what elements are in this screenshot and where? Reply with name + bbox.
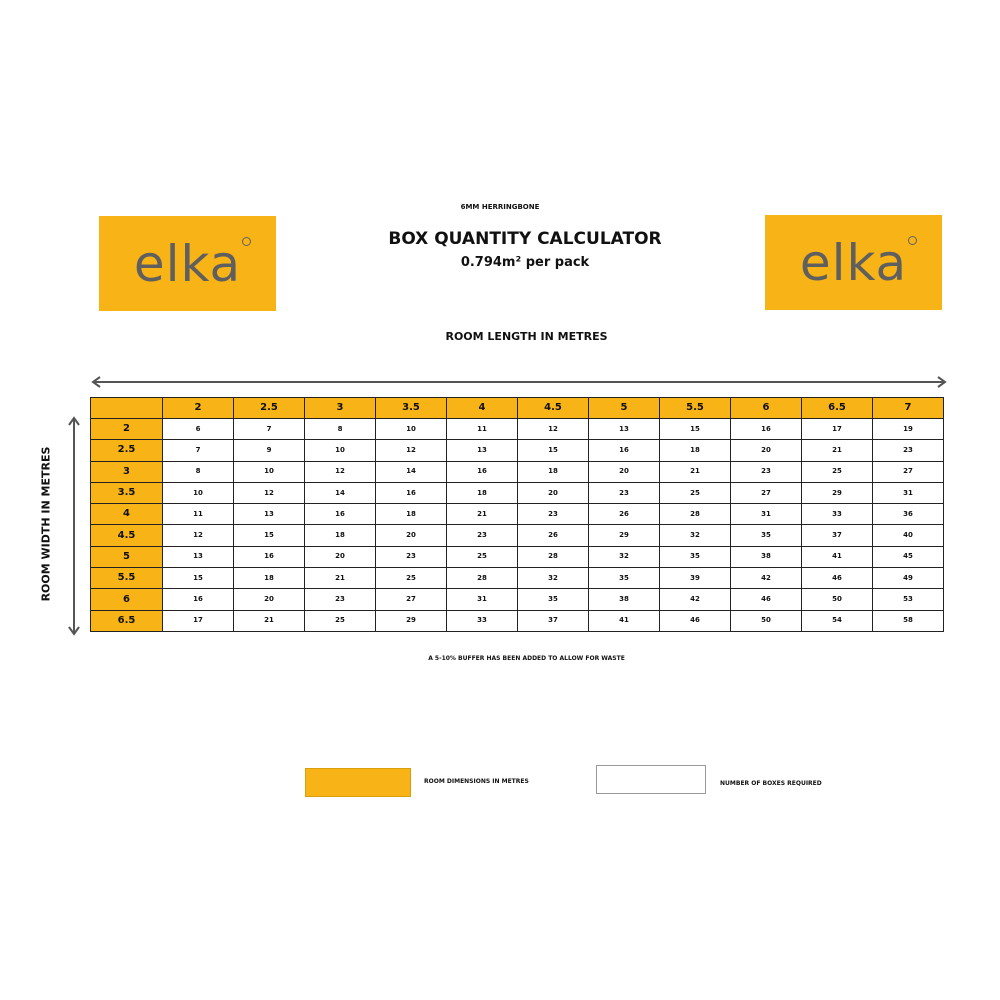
width-header-cell: 6.5 [91,610,163,631]
box-count-cell: 18 [234,568,305,589]
box-count-cell: 28 [518,546,589,567]
box-count-cell: 15 [660,419,731,440]
box-count-cell: 32 [518,568,589,589]
box-count-cell: 45 [873,546,944,567]
box-count-cell: 58 [873,610,944,631]
box-count-cell: 16 [305,504,376,525]
box-count-cell: 8 [163,461,234,482]
table-row [91,568,944,589]
box-count-cell: 13 [589,419,660,440]
length-arrow [90,375,948,389]
box-count-cell: 17 [802,419,873,440]
box-count-cell: 26 [589,504,660,525]
box-count-cell: 18 [660,440,731,461]
room-length-label: ROOM LENGTH IN METRES [445,330,608,343]
box-count-cell: 25 [305,610,376,631]
box-count-cell: 20 [305,546,376,567]
box-count-cell: 50 [802,589,873,610]
box-count-cell: 53 [873,589,944,610]
table-row [91,610,944,631]
box-count-cell: 13 [163,546,234,567]
box-count-cell: 20 [234,589,305,610]
box-quantity-table [90,397,944,632]
box-count-cell: 46 [660,610,731,631]
box-count-cell: 12 [163,525,234,546]
box-count-cell: 31 [447,589,518,610]
box-count-cell: 23 [376,546,447,567]
box-count-cell: 16 [589,440,660,461]
box-count-cell: 18 [518,461,589,482]
box-count-cell: 15 [234,525,305,546]
box-count-cell: 29 [802,482,873,503]
box-count-cell: 18 [376,504,447,525]
box-count-cell: 28 [660,504,731,525]
width-header-cell: 4.5 [91,525,163,546]
box-count-cell: 40 [873,525,944,546]
box-count-cell: 14 [376,461,447,482]
box-count-cell: 28 [447,568,518,589]
box-count-cell: 10 [234,461,305,482]
box-count-cell: 21 [305,568,376,589]
box-count-cell: 7 [234,419,305,440]
table-row [91,525,944,546]
length-header-cell: 6.5 [802,398,873,419]
box-count-cell: 35 [518,589,589,610]
box-count-cell: 39 [660,568,731,589]
product-subtitle: 6MM HERRINGBONE [460,203,540,211]
length-header-cell: 2.5 [234,398,305,419]
box-count-cell: 31 [731,504,802,525]
table-row [91,419,944,440]
box-count-cell: 33 [447,610,518,631]
box-count-cell: 37 [802,525,873,546]
box-count-cell: 38 [731,546,802,567]
box-count-cell: 20 [589,461,660,482]
box-count-cell: 32 [660,525,731,546]
box-count-cell: 6 [163,419,234,440]
box-count-cell: 9 [234,440,305,461]
table-row [91,461,944,482]
box-count-cell: 18 [447,482,518,503]
length-header-cell: 7 [873,398,944,419]
page-title: BOX QUANTITY CALCULATOR [388,229,662,249]
box-count-cell: 11 [447,419,518,440]
box-count-cell: 12 [376,440,447,461]
box-count-cell: 16 [376,482,447,503]
legend-dimensions-swatch [305,768,411,797]
box-count-cell: 13 [447,440,518,461]
box-count-cell: 10 [376,419,447,440]
box-count-cell: 25 [376,568,447,589]
box-count-cell: 32 [589,546,660,567]
pack-size: 0.794m² per pack [460,255,590,270]
room-width-label: ROOM WIDTH IN METRES [39,446,53,602]
box-count-cell: 50 [731,610,802,631]
table-row [91,546,944,567]
box-count-cell: 54 [802,610,873,631]
corner-cell [91,398,163,419]
box-count-cell: 21 [802,440,873,461]
width-header-cell: 2 [91,419,163,440]
box-count-cell: 29 [589,525,660,546]
legend-dimensions-label: ROOM DIMENSIONS IN METRES [424,778,529,785]
box-count-cell: 15 [163,568,234,589]
box-count-cell: 36 [873,504,944,525]
length-header-cell: 4.5 [518,398,589,419]
box-count-cell: 17 [163,610,234,631]
width-header-cell: 5.5 [91,568,163,589]
box-count-cell: 18 [305,525,376,546]
box-count-cell: 14 [305,482,376,503]
elka-logo-word: elka [800,238,907,288]
box-count-cell: 35 [660,546,731,567]
legend-boxes-swatch [596,765,706,794]
box-count-cell: 23 [589,482,660,503]
box-count-cell: 12 [518,419,589,440]
box-count-cell: 8 [305,419,376,440]
table-row [91,504,944,525]
box-count-cell: 25 [447,546,518,567]
length-header-cell: 4 [447,398,518,419]
box-count-cell: 31 [873,482,944,503]
box-count-cell: 41 [589,610,660,631]
table-row [91,440,944,461]
box-count-cell: 23 [731,461,802,482]
box-count-cell: 20 [731,440,802,461]
box-count-cell: 37 [518,610,589,631]
box-count-cell: 27 [731,482,802,503]
box-count-cell: 35 [731,525,802,546]
box-count-cell: 41 [802,546,873,567]
box-count-cell: 20 [376,525,447,546]
table-row [91,589,944,610]
box-count-cell: 12 [234,482,305,503]
length-header-cell: 3 [305,398,376,419]
box-count-cell: 33 [802,504,873,525]
table-row [91,482,944,503]
width-header-cell: 5 [91,546,163,567]
box-count-cell: 21 [660,461,731,482]
box-count-cell: 21 [447,504,518,525]
width-arrow [66,416,82,636]
box-count-cell: 16 [234,546,305,567]
box-count-cell: 25 [802,461,873,482]
width-header-cell: 2.5 [91,440,163,461]
elka-logo-word: elka [134,239,241,289]
width-header-cell: 6 [91,589,163,610]
box-count-cell: 46 [731,589,802,610]
box-count-cell: 42 [731,568,802,589]
box-count-cell: 21 [234,610,305,631]
box-count-cell: 11 [163,504,234,525]
box-count-cell: 23 [518,504,589,525]
box-count-cell: 27 [376,589,447,610]
length-header-cell: 2 [163,398,234,419]
box-count-cell: 12 [305,461,376,482]
box-count-cell: 27 [873,461,944,482]
length-header-cell: 5.5 [660,398,731,419]
width-header-cell: 3.5 [91,482,163,503]
width-header-cell: 3 [91,461,163,482]
box-count-cell: 23 [305,589,376,610]
box-count-cell: 29 [376,610,447,631]
legend-boxes-label: NUMBER OF BOXES REQUIRED [720,780,822,787]
box-count-cell: 26 [518,525,589,546]
length-header-cell: 3.5 [376,398,447,419]
box-count-cell: 23 [447,525,518,546]
waste-buffer-note: A 5-10% BUFFER HAS BEEN ADDED TO ALLOW FOR WASTE [428,655,625,662]
box-count-cell: 35 [589,568,660,589]
box-count-cell: 20 [518,482,589,503]
box-count-cell: 38 [589,589,660,610]
box-count-cell: 46 [802,568,873,589]
box-count-cell: 15 [518,440,589,461]
box-count-cell: 16 [731,419,802,440]
box-count-cell: 16 [163,589,234,610]
length-header-cell: 6 [731,398,802,419]
box-count-cell: 10 [305,440,376,461]
box-count-cell: 49 [873,568,944,589]
box-count-cell: 10 [163,482,234,503]
box-count-cell: 25 [660,482,731,503]
box-count-cell: 16 [447,461,518,482]
width-header-cell: 4 [91,504,163,525]
box-count-cell: 19 [873,419,944,440]
box-count-cell: 42 [660,589,731,610]
length-header-row [91,398,944,419]
box-count-cell: 13 [234,504,305,525]
box-count-cell: 7 [163,440,234,461]
box-count-cell: 23 [873,440,944,461]
length-header-cell: 5 [589,398,660,419]
